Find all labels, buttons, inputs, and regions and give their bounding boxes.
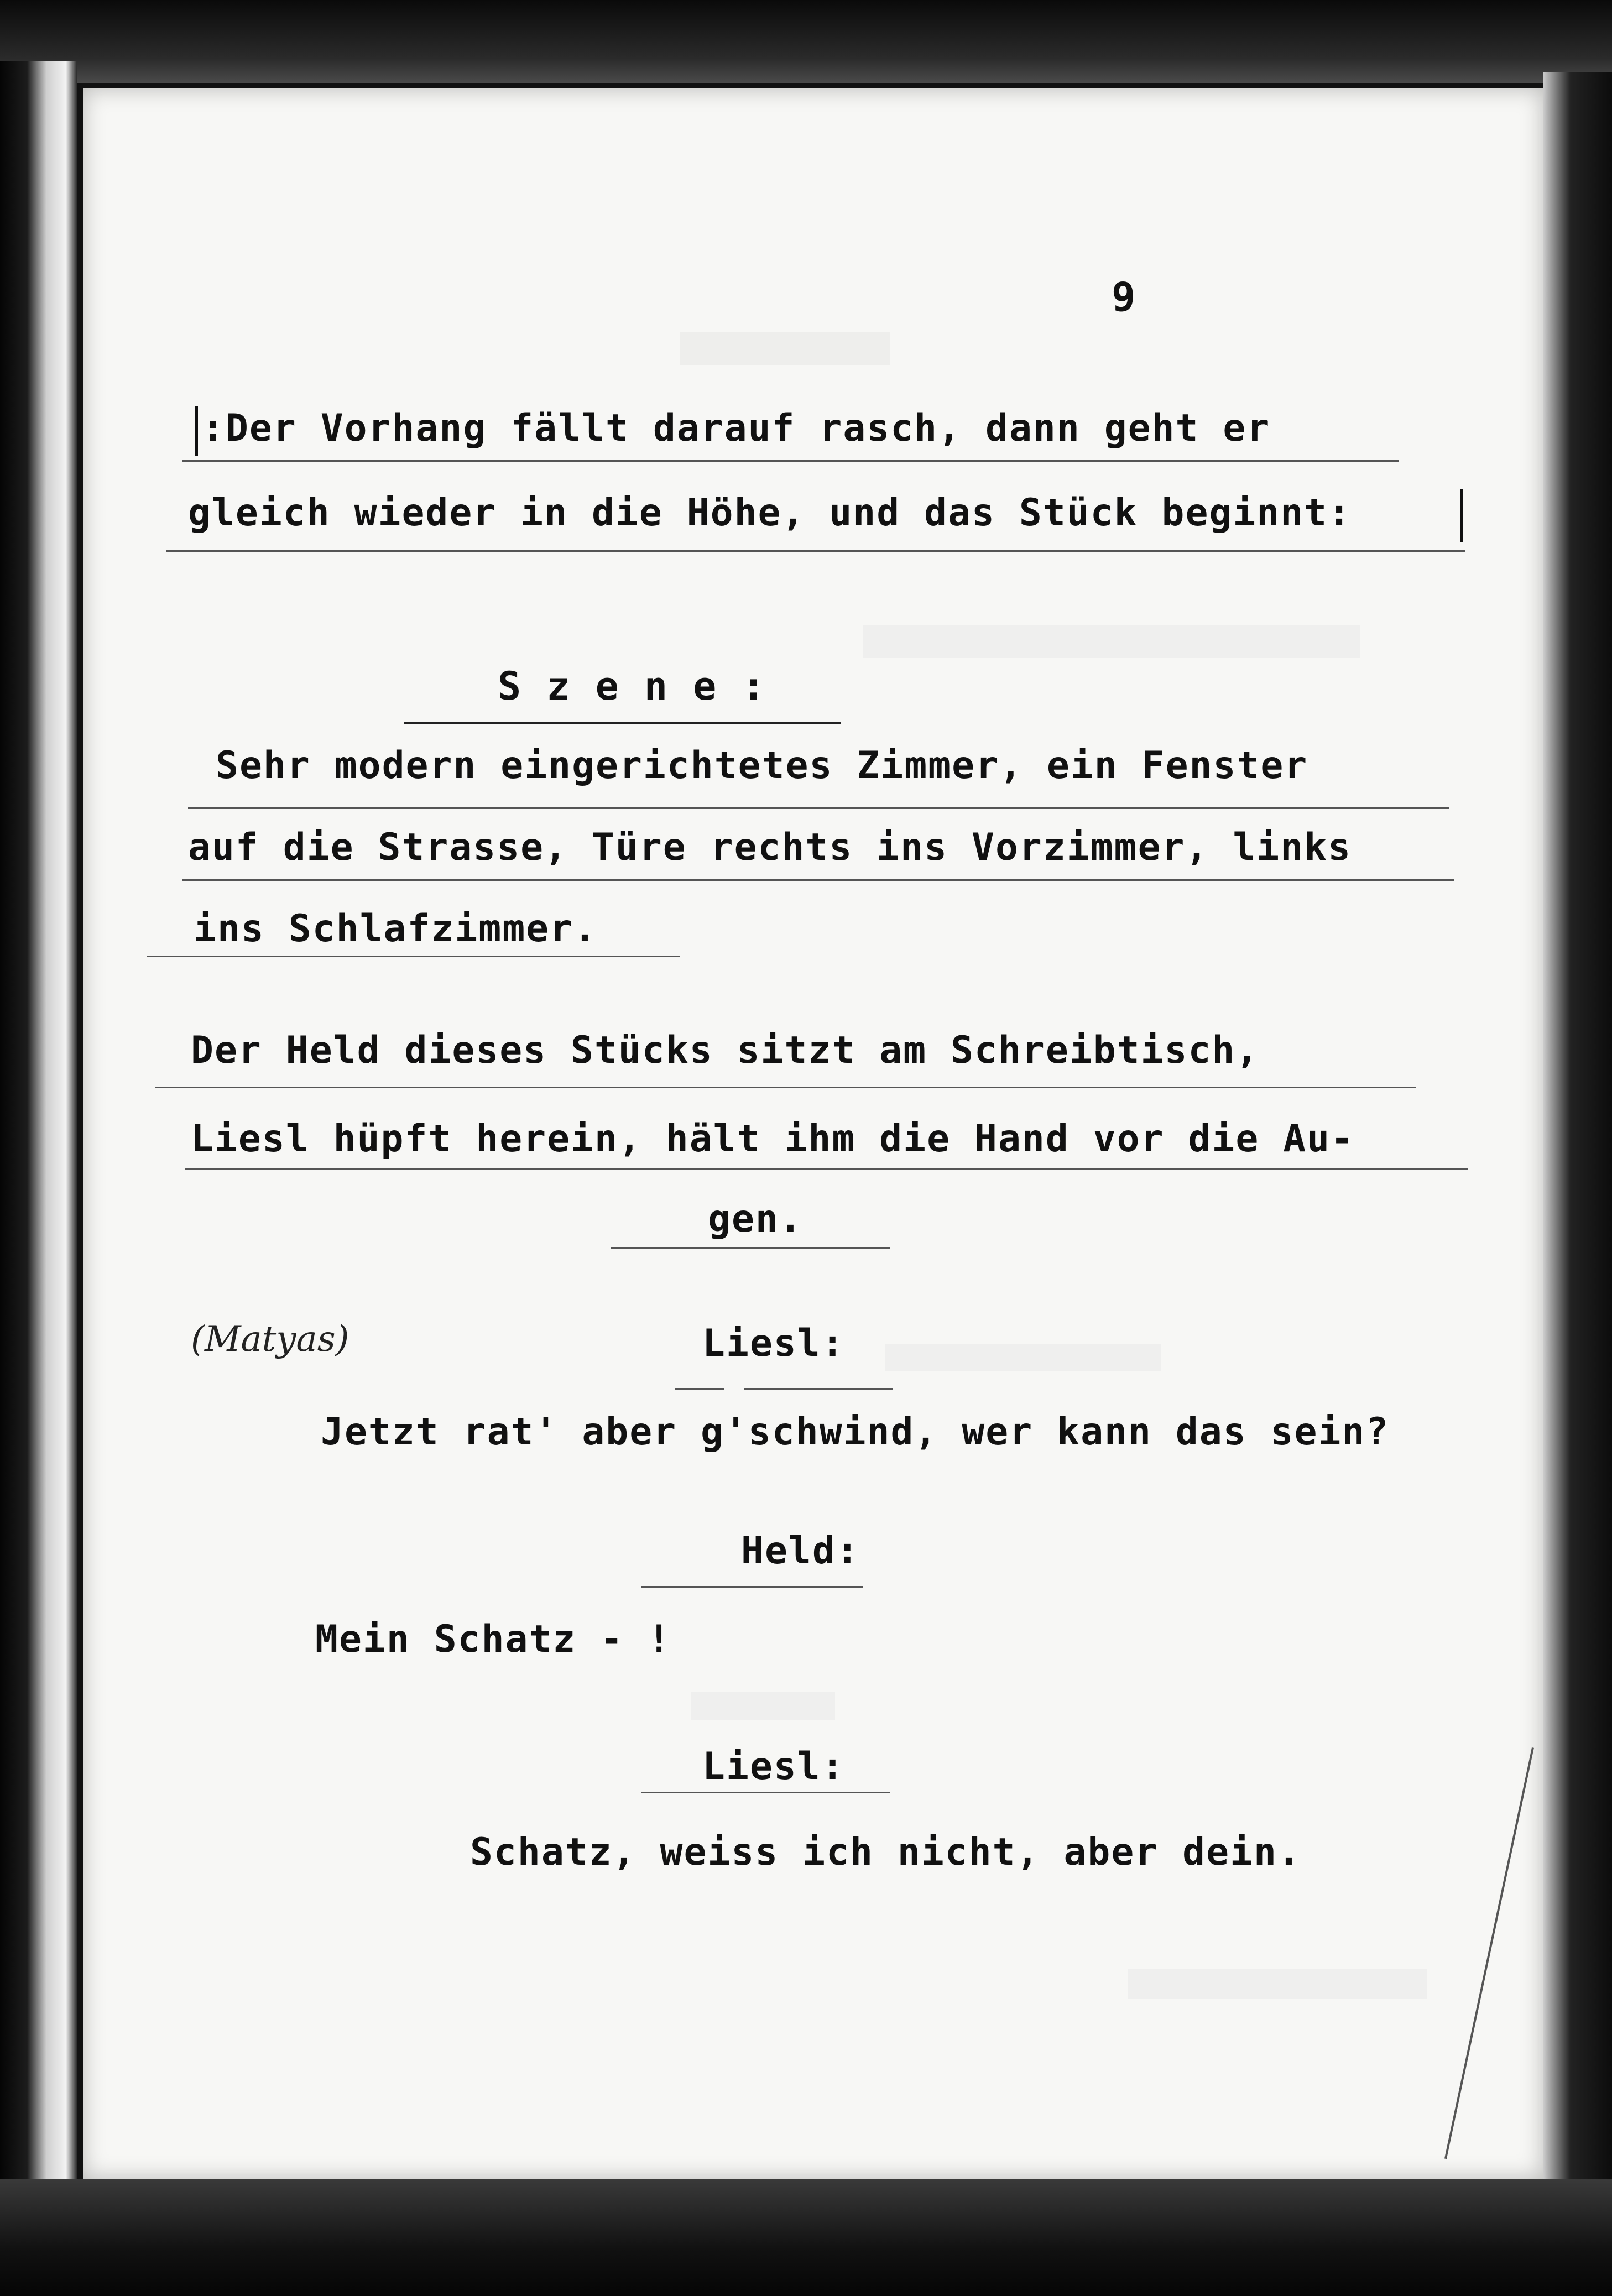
bracket-bar-left [195, 406, 198, 456]
scene-heading: S z e n e : [498, 664, 766, 709]
underline [188, 807, 1449, 809]
dialogue-line-1: Jetzt rat' aber g'schwind, wer kann das sein? [321, 1410, 1390, 1454]
bleed-through [863, 625, 1360, 658]
scene-description-line-2: auf die Strasse, Türe rechts ins Vorzimmer, links [188, 826, 1352, 869]
paper-right-edge [1543, 72, 1612, 2229]
underline [182, 879, 1454, 881]
dialogue-line-3: Schatz, weiss ich nicht, aber dein. [470, 1830, 1301, 1874]
speaker-liesl: Liesl: [702, 1745, 845, 1788]
underline [744, 1388, 893, 1390]
underline [147, 956, 680, 957]
underline [675, 1388, 724, 1390]
speaker-held: Held: [741, 1529, 860, 1573]
stage-direction-line-2: gleich wieder in die Höhe, und das Stück beginnt: [188, 491, 1352, 535]
underline [611, 1247, 890, 1249]
speaker-liesl: Liesl: [702, 1322, 845, 1365]
underline [166, 550, 1465, 552]
underline [155, 1087, 1416, 1088]
scan-bottom-edge [0, 2179, 1612, 2296]
action-line-1: Der Held dieses Stücks sitzt am Schreibtisch, [191, 1029, 1260, 1072]
action-line-2: Liesl hüpft herein, hält ihm die Hand vor die Au- [191, 1117, 1355, 1161]
bleed-through [885, 1344, 1161, 1371]
underline [404, 722, 841, 724]
scene-description-line-1: Sehr modern eingerichtetes Zimmer, ein Fenster [216, 744, 1308, 787]
underline [182, 460, 1399, 462]
scene-description-line-3: ins Schlafzimmer. [194, 907, 597, 951]
margin-note: (Matyas) [191, 1319, 349, 1360]
underline [185, 1168, 1468, 1170]
scan-top-edge [0, 0, 1612, 83]
bleed-through [691, 1692, 835, 1720]
dialogue-line-2: Mein Schatz - ! [315, 1617, 672, 1661]
bleed-through [680, 332, 890, 365]
bracket-bar-right [1460, 489, 1463, 542]
underline [641, 1586, 863, 1588]
page-number: 9 [1112, 274, 1137, 320]
binding-edge [0, 61, 77, 2217]
action-line-3: gen. [708, 1197, 803, 1241]
bleed-through [1128, 1969, 1427, 1999]
stage-direction-line-1: :Der Vorhang fällt darauf rasch, dann geht er [202, 406, 1271, 450]
underline [641, 1792, 890, 1793]
